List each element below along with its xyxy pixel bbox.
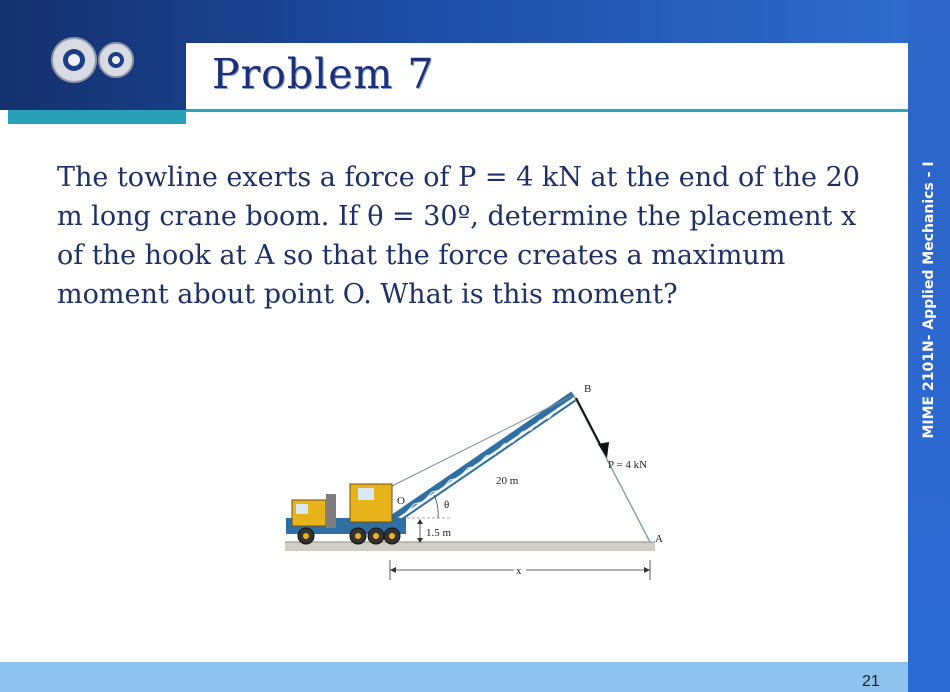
problem-line: moment about point O. What is this moment? [57,279,678,310]
problem-line: The towline exerts a force of P = 4 kN at the end of the 20 [57,162,860,193]
label-boom-length: 20 m [496,475,519,487]
page-number: 21 [862,673,880,690]
label-a: A [655,533,663,545]
label-x: x [516,565,522,577]
label-o: O [397,495,405,507]
problem-line: m long crane boom. If θ = 30º, determine the placement x [57,201,857,232]
slide-title: Problem 7 [212,50,435,98]
label-force: P = 4 kN [608,459,648,471]
crane-figure [280,380,680,600]
gears-icon [40,30,150,90]
title-underline [186,109,938,112]
footer-band [0,662,908,692]
label-theta: θ [444,499,450,511]
crane-truck [286,484,406,544]
course-label: MIME 2101N- Applied Mechanics - I [921,161,937,439]
problem-statement [57,158,860,314]
label-height: 1.5 m [426,527,452,539]
label-b: B [584,383,592,395]
title-underline-accent [8,110,186,124]
ground [285,542,655,551]
crane-boom [392,394,576,526]
force-arrow [598,442,609,458]
problem-line: of the hook at A so that the force creates a maximum [57,240,786,271]
